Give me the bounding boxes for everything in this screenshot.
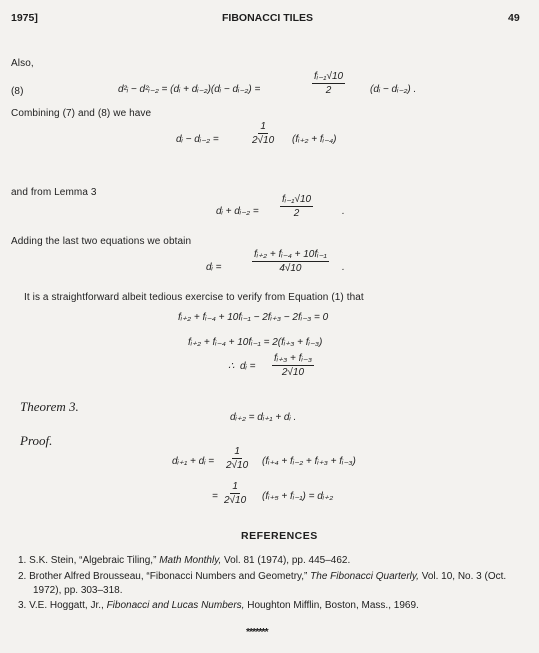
proof-line-1-rhs: (fᵢ₊₄ + fᵢ₋₂ + fᵢ₊₃ + fᵢ₋₃) [262, 456, 356, 467]
therefore-symbol: ∴ [228, 361, 235, 372]
reference-2 [18, 571, 506, 582]
reference-number: 3. [18, 600, 27, 611]
difference-eq-numerator: 1 [260, 121, 266, 132]
page-number: 49 [508, 12, 520, 24]
sum-eq-numerator: fᵢ₋₁√10 [282, 194, 312, 205]
proof-line-1-lhs: dᵢ₊₁ + dᵢ = [172, 456, 215, 467]
reference-authors-title: V.E. Hoggatt, Jr., [29, 600, 107, 611]
combining-text: Combining (7) and (8) we have [11, 108, 152, 119]
difference-eq-denominator: 2√10 [252, 135, 275, 146]
identity-3-lhs: dᵢ = [240, 361, 256, 372]
identity-3-denominator: 2√10 [281, 367, 305, 378]
equation-8-rhs: (dᵢ − dᵢ₋₂) . [370, 84, 417, 95]
end-mark: ******* [246, 626, 268, 638]
reference-number: 1. [18, 555, 27, 566]
proof-line-2-lhs: = [212, 491, 218, 502]
reference-authors-title: S.K. Stein, “Algebraic Tiling,” [29, 555, 160, 566]
sum-eq-fraction [280, 194, 313, 219]
sum-eq-rhs: . [342, 206, 345, 217]
reference-authors-title: Brother Alfred Brousseau, “Fibonacci Numbers and Geometry,” [29, 571, 311, 582]
di-eq-fraction [252, 249, 329, 274]
equation-8-label: (8) [11, 86, 24, 97]
reference-source: The Fibonacci Quarterly, [310, 571, 419, 582]
theorem-equation: dᵢ₊₂ = dᵢ₊₁ + dᵢ . [230, 412, 297, 423]
equation-8-numerator: fᵢ₋₁√10 [314, 71, 344, 82]
sum-eq-denominator: 2 [293, 208, 300, 219]
volume-date: 1975] [11, 12, 38, 24]
also-text: Also, [11, 58, 34, 69]
di-eq-denominator: 4√10 [279, 263, 302, 274]
lemma-text: and from Lemma 3 [11, 187, 97, 198]
equation-8-denominator: 2 [325, 85, 332, 96]
reference-3 [18, 600, 419, 611]
exercise-text: It is a straightforward albeit tedious exercise to verify from Equation (1) that [24, 292, 364, 303]
di-eq-rhs: . [342, 262, 345, 273]
proof-line-2-denominator: 2√10 [224, 495, 247, 506]
identity-3-numerator: fᵢ₊₃ + fᵢ₋₃ [274, 353, 312, 364]
identity-3-fraction [272, 353, 314, 378]
difference-eq-lhs: dᵢ − dᵢ₋₂ = [176, 134, 219, 145]
sum-eq-lhs: dᵢ + dᵢ₋₂ = [216, 206, 259, 217]
reference-details: Vol. 10, No. 3 (Oct. [418, 571, 507, 582]
identity-2: fᵢ₊₂ + fᵢ₋₄ + 10fᵢ₋₁ = 2(fᵢ₊₃ + fᵢ₋₃) [188, 337, 323, 348]
reference-details: Houghton Mifflin, Boston, Mass., 1969. [244, 600, 419, 611]
reference-details: Vol. 81 (1974), pp. 445–462. [221, 555, 351, 566]
proof-line-1-numerator: 1 [234, 446, 240, 457]
references-heading: REFERENCES [241, 530, 318, 542]
reference-2-continued: 1972), pp. 303–318. [33, 585, 123, 596]
proof-heading: Proof. [20, 433, 53, 448]
identity-1: fᵢ₊₂ + fᵢ₋₄ + 10fᵢ₋₁ − 2fᵢ₊₃ − 2fᵢ₋₃ = 0 [178, 312, 329, 323]
reference-source: Math Monthly, [159, 555, 222, 566]
reference-1 [18, 555, 350, 566]
reference-source: Fibonacci and Lucas Numbers, [106, 600, 245, 611]
proof-line-2-numerator: 1 [232, 481, 238, 492]
equation-8-fraction [312, 71, 345, 96]
adding-text: Adding the last two equations we obtain [11, 236, 192, 247]
proof-line-2-rhs: (fᵢ₊₅ + fᵢ₋₁) = dᵢ₊₂ [262, 491, 334, 502]
running-title: FIBONACCI TILES [222, 12, 313, 24]
di-eq-numerator: fᵢ₊₂ + fᵢ₋₄ + 10fᵢ₋₁ [254, 249, 327, 260]
reference-number: 2. [18, 571, 27, 582]
difference-eq-fraction [252, 121, 274, 146]
proof-line-1-fraction [226, 446, 248, 471]
proof-line-2-fraction [224, 481, 246, 506]
theorem-heading: Theorem 3. [20, 399, 79, 414]
di-eq-lhs: dᵢ = [206, 262, 222, 273]
difference-eq-rhs: (fᵢ₊₂ + fᵢ₋₄) [292, 134, 337, 145]
proof-line-1-denominator: 2√10 [226, 460, 249, 471]
equation-8-lhs: d²ᵢ − d²ᵢ₋₂ = (dᵢ + dᵢ₋₂)(dᵢ − dᵢ₋₂) = [118, 84, 261, 95]
